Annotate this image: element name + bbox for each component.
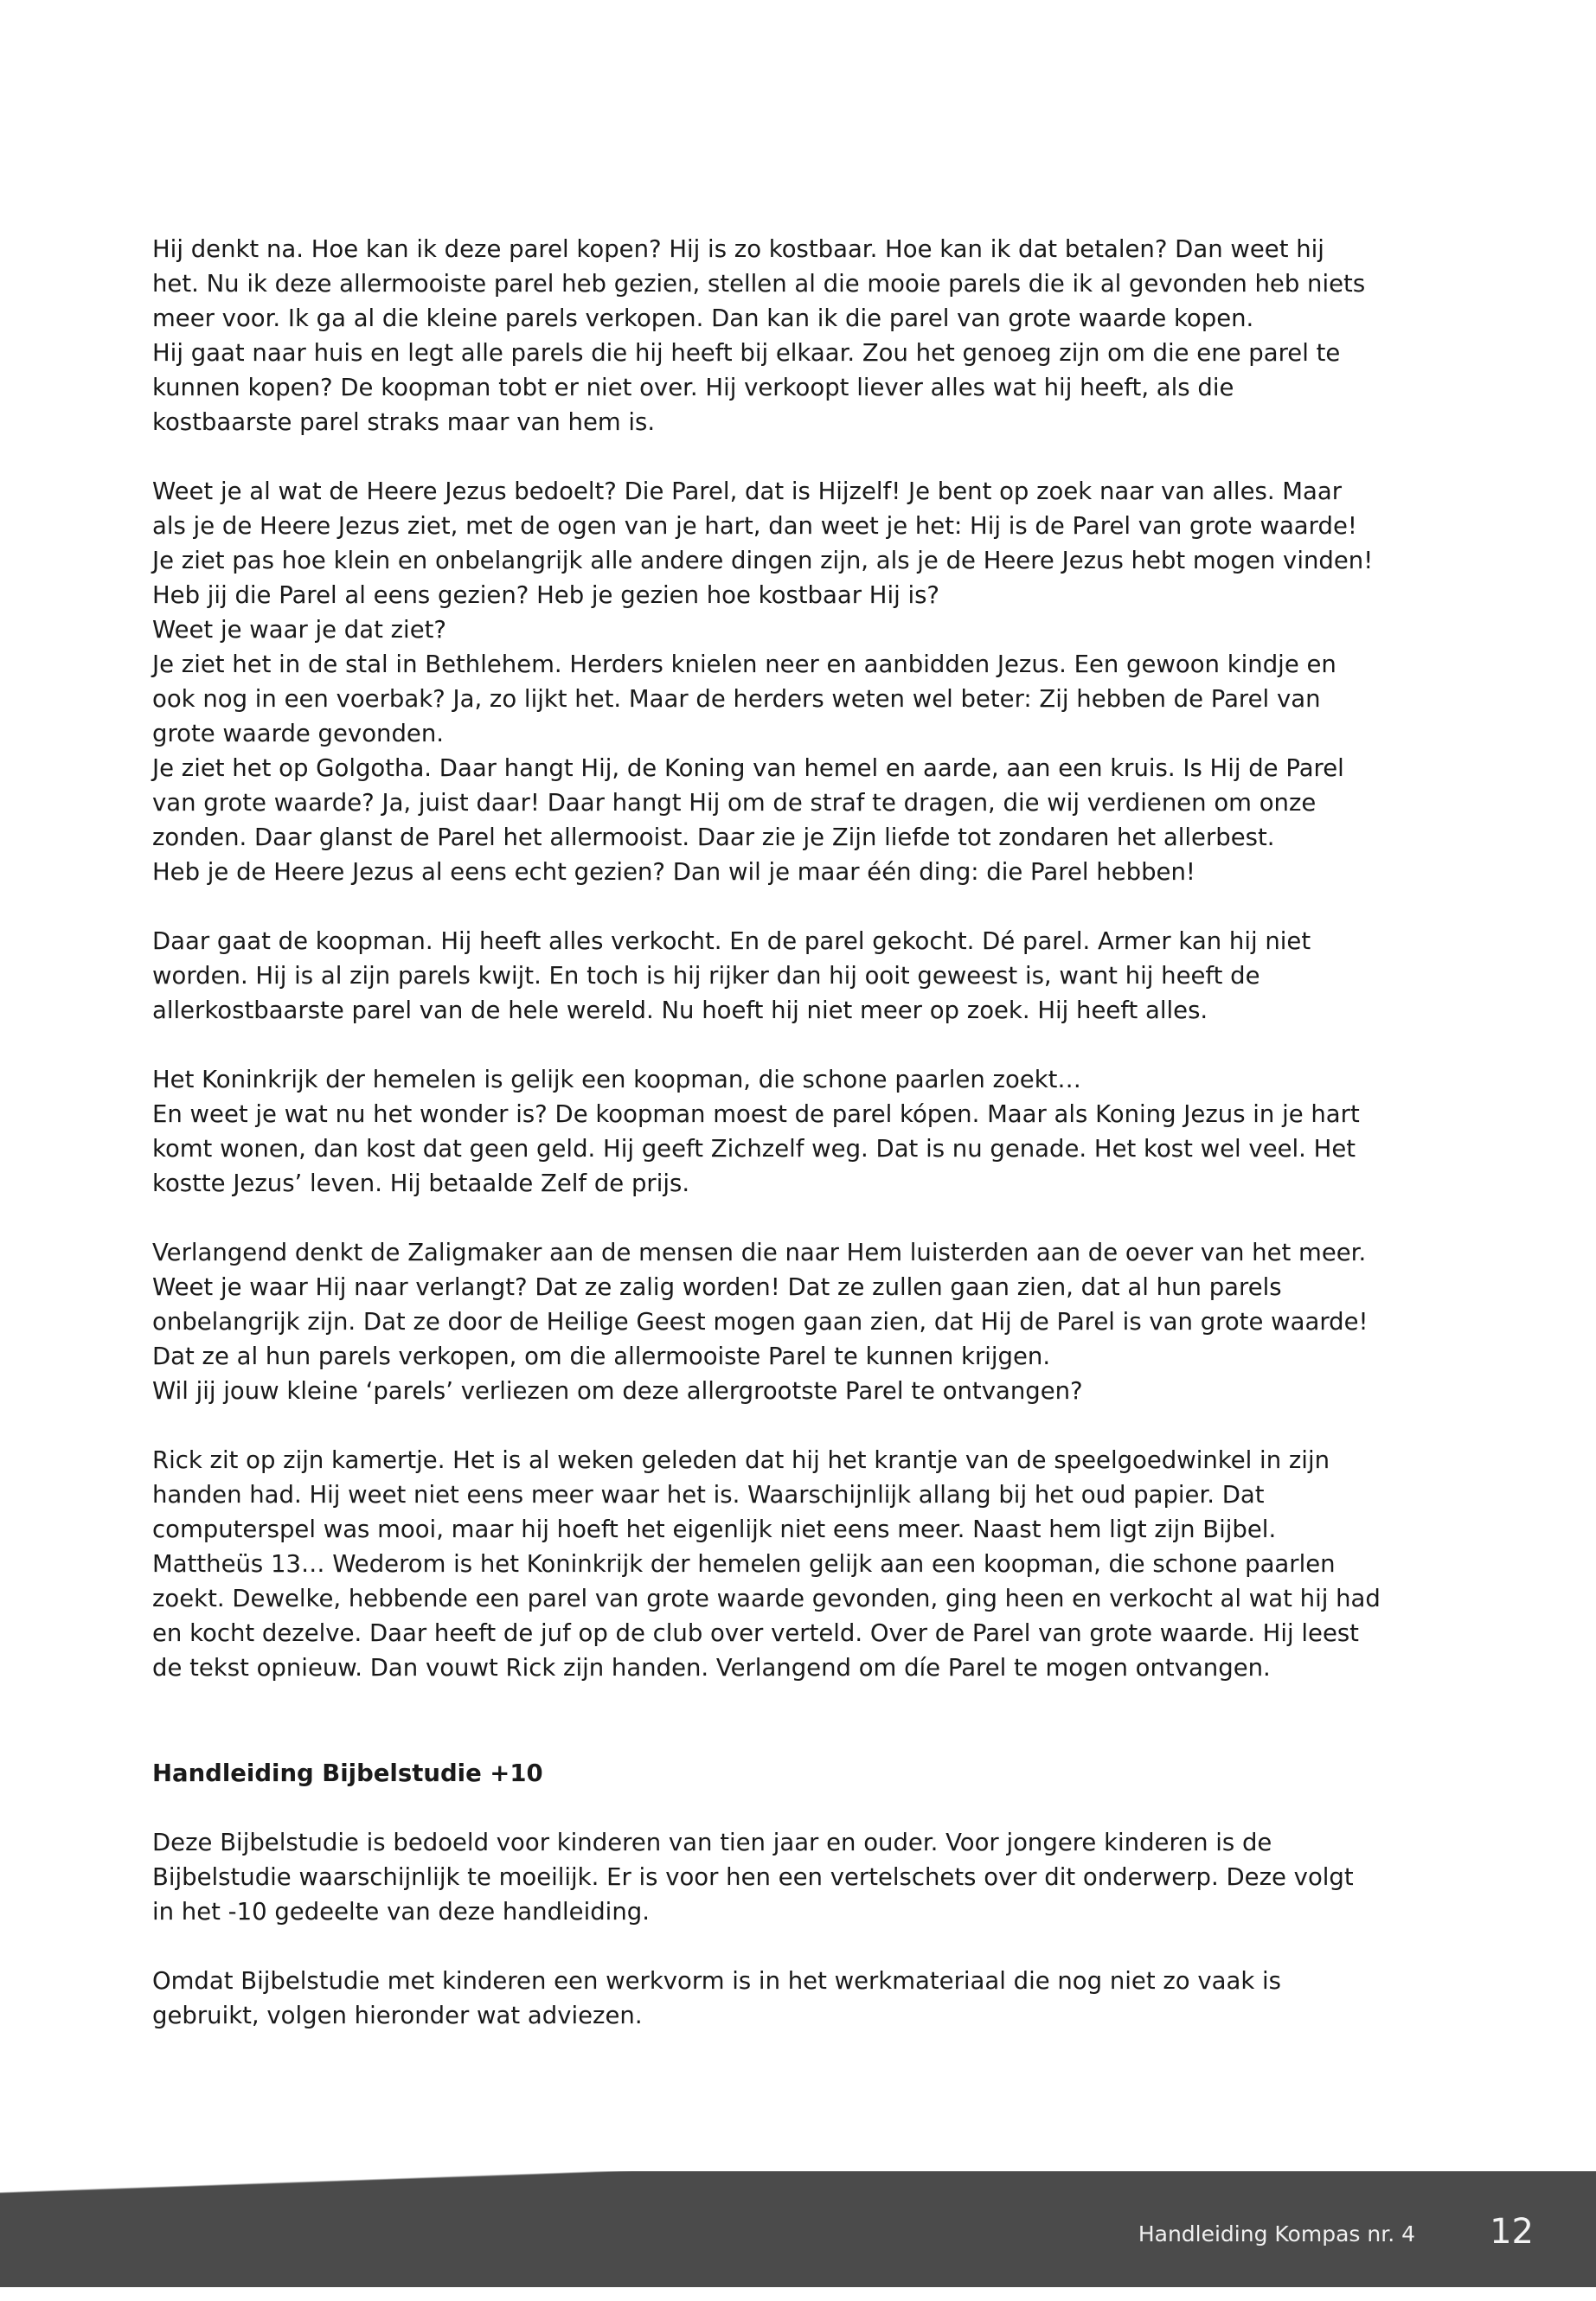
body-paragraph: Verlangend denkt de Zaligmaker aan de mensen die naar Hem luisterden aan de oever van het meer. Weet je waar Hij naar verlangt? Dat ze zalig worden! Dat ze zullen gaan zien, dat al hun parels onbelangrijk zijn. Dat ze door de Heilige Geest mogen gaan zien, dat Hij de Parel is van grote waarde! Dat ze al hun parels verkopen, om die allermooiste Parel te kunnen krijgen. Wil jij jouw kleine ‘parels’ verliezen om deze allergrootste Parel te ontvangen? — [152, 1239, 1368, 1405]
body-paragraph: Weet je al wat de Heere Jezus bedoelt? Die Parel, dat is Hijzelf! Je bent op zoek naar van alles. Maar als je de Heere Jezus ziet, met de ogen van je hart, dan weet je het: Hij is de Parel van grote waarde! Je ziet pas hoe klein en onbelangrijk alle andere dingen zijn, als je de Heere Jezus hebt mogen vinden! Heb jij die Parel al eens gezien? Heb je gezien hoe kostbaar Hij is? Weet je waar je dat ziet? Je ziet het in de stal in Bethlehem. Herders knielen neer en aanbidden Jezus. Een gewoon kindje en ook nog in een voerbak? Ja, zo lijkt het. Maar de herders weten wel beter: Zij hebben de Parel van grote waarde gevonden. Je ziet het op Golgotha. Daar hangt Hij, de Koning van hemel en aarde, aan een kruis. Is Hij de Parel van grote waarde? Ja, juist daar! Daar hangt Hij om de straf te dragen, die wij verdienen om onze zonden. Daar glanst de Parel het allermooist. Daar zie je Zijn liefde tot zondaren het allerbest. Heb je de Heere Jezus al eens echt gezien? Dan wil je maar één ding: die Parel hebben! — [152, 478, 1374, 886]
body-paragraph: Rick zit op zijn kamertje. Het is al weken geleden dat hij het krantje van de speelgoedwinkel in zijn handen had. Hij weet niet eens meer waar het is. Waarschijnlijk allang bij het oud papier. Dat computerspel was mooi, maar hij hoeft het eigenlijk niet eens meer. Naast hem ligt zijn Bijbel. Mattheüs 13… Wederom is het Koninkrijk der hemelen gelijk aan een koopman, die schone paarlen zoekt. Dewelke, hebbende een parel van grote waarde gevonden, ging heen en verkocht al wat hij had en kocht dezelve. Daar heeft de juf op de club over verteld. Over de Parel van grote waarde. Hij leest de tekst opnieuw. Dan vouwt Rick zijn handen. Verlangend om díe Parel te mogen ontvangen. — [152, 1446, 1381, 1682]
page-content — [152, 232, 1450, 2033]
section-paragraph: Deze Bijbelstudie is bedoeld voor kinderen van tien jaar en ouder. Voor jongere kinderen is de Bijbelstudie waarschijnlijk te moeilijk. Er is voor hen een vertelschets over dit onderwerp. Deze volgt in het -10 gedeelte van deze handleiding. — [152, 1829, 1354, 1926]
body-paragraph: Daar gaat de koopman. Hij heeft alles verkocht. En de parel gekocht. Dé parel. Armer kan hij niet worden. Hij is al zijn parels kwijt. En toch is hij rijker dan hij ooit geweest is, want hij heeft de allerkostbaarste parel van de hele wereld. Nu hoeft hij niet meer op zoek. Hij heeft alles. — [152, 927, 1311, 1024]
body-paragraph: Hij denkt na. Hoe kan ik deze parel kopen? Hij is zo kostbaar. Hoe kan ik dat betalen? Dan weet hij het. Nu ik deze allermooiste parel heb gezien, stellen al die mooie parels die ik al gevonden heb niets meer voor. Ik ga al die kleine parels verkopen. Dan kan ik die parel van grote waarde kopen. Hij gaat naar huis en legt alle parels die hij heeft bij elkaar. Zou het genoeg zijn om die ene parel te kunnen kopen? De koopman tobt er niet over. Hij verkoopt liever alles wat hij heeft, als die kostbaarste parel straks maar van hem is. — [152, 235, 1366, 436]
page-number: 12 — [1490, 2212, 1534, 2252]
body-paragraph: Het Koninkrijk der hemelen is gelijk een koopman, die schone paarlen zoekt… En weet je wat nu het wonder is? De koopman moest de parel kópen. Maar als Koning Jezus in je hart komt wonen, dan kost dat geen geld. Hij geeft Zichzelf weg. Dat is nu genade. Het kost wel veel. Het kostte Jezus’ leven. Hij betaalde Zelf de prijs. — [152, 1066, 1360, 1197]
section-heading: Handleiding Bijbelstudie +10 — [152, 1759, 543, 1787]
footer-title: Handleiding Kompas nr. 4 — [1138, 2221, 1415, 2247]
section-paragraph: Omdat Bijbelstudie met kinderen een werkvorm is in het werkmateriaal die nog niet zo vaak is gebruikt, volgen hieronder wat adviezen. — [152, 1967, 1281, 2029]
